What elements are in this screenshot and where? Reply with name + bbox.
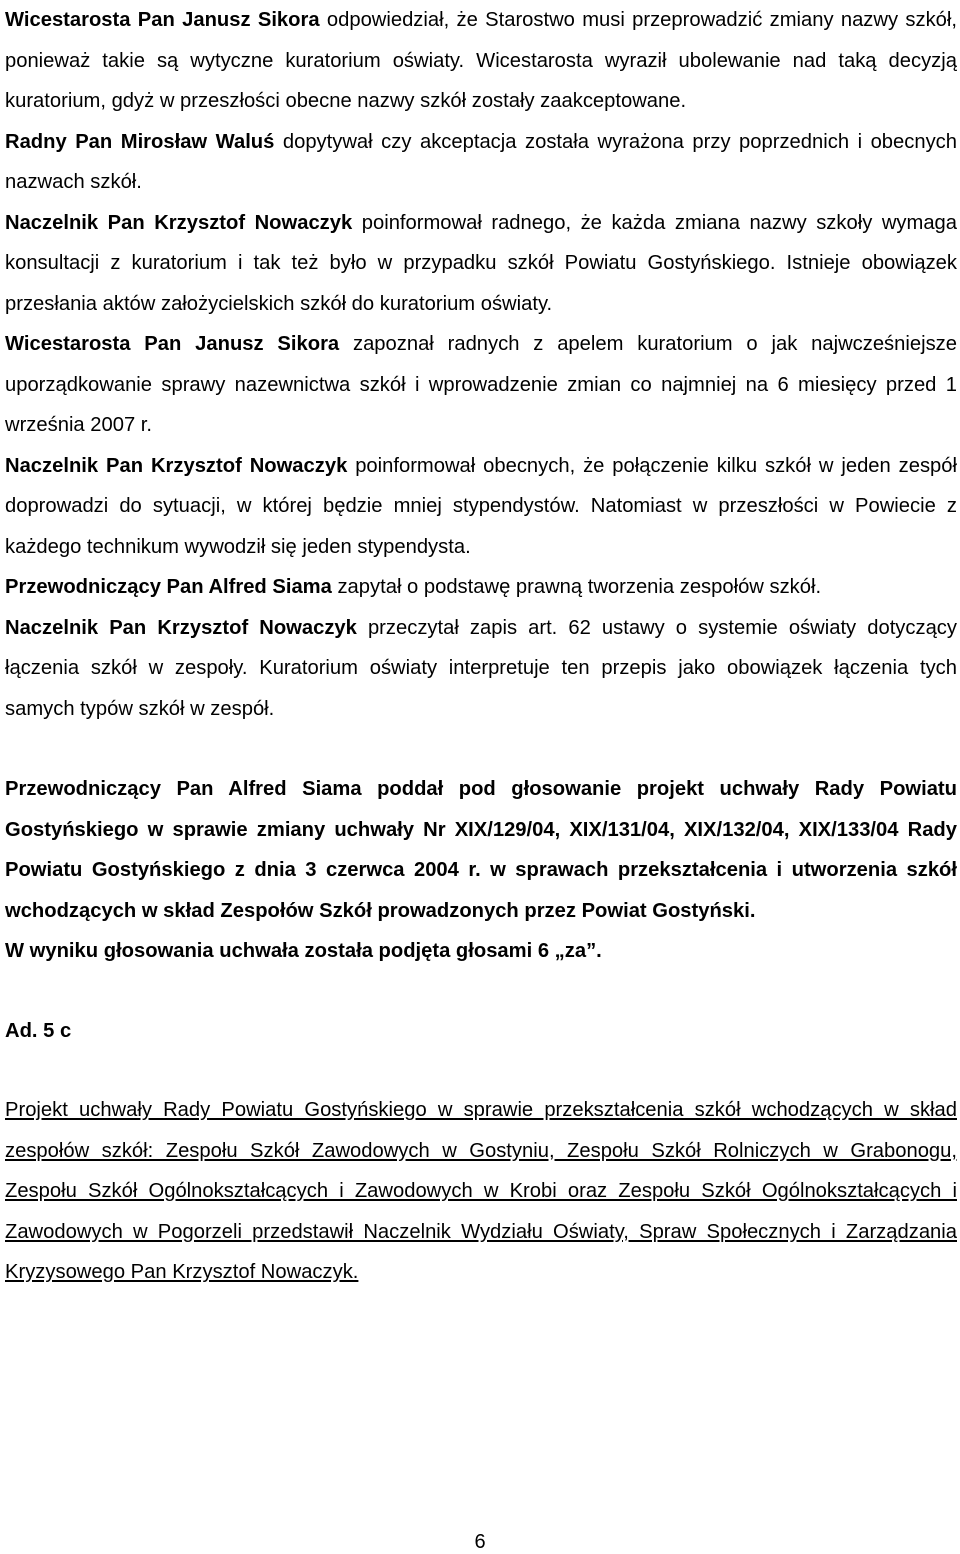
document-body — [5, 0, 957, 1293]
paragraph-text: zapoznał radnych z apelem kuratorium o jak najwcześniejsze uporządkowanie sprawy nazewnictwa szkół i wprowadzenie zmian co najmniej na 6 miesięcy przed 1 września 2007 r. — [5, 333, 957, 436]
speaker-name: Przewodniczący Pan Alfred Siama — [5, 576, 332, 598]
vote-result: W wyniku głosowania uchwała została podjęta głosami 6 „za”. — [5, 940, 602, 962]
paragraph — [5, 446, 957, 568]
paragraph-text: odpowiedział, że Starostwo musi przeprowadzić zmiany nazwy szkół, ponieważ takie są wytyczne kuratorium oświaty. Wicestarosta wyraził ubolewanie nad taką decyzją kuratorium, gdyż w przeszłości obecne nazwy szkół zostały zaakceptowane. — [5, 9, 957, 112]
paragraph — [5, 203, 957, 325]
paragraph — [5, 324, 957, 446]
paragraph — [5, 567, 957, 608]
spacer — [5, 729, 957, 769]
vote-motion: Przewodniczący Pan Alfred Siama poddał pod głosowanie projekt uchwały Rady Powiatu Gostyńskiego w sprawie zmiany uchwały Nr XIX/129/04, XIX/131/04, XIX/132/04, XIX/133/04 Rady Powiatu Gostyńskiego z dnia 3 czerwca 2004 r. w sprawach przekształcenia i utworzenia szkół wchodzących w skład Zespołów Szkół prowadzonych przez Powiat Gostyński. — [5, 778, 957, 922]
paragraph-text: poinformował radnego, że każda zmiana nazwy szkoły wymaga konsultacji z kuratorium i tak też było w przypadku szkół Powiatu Gostyńskiego. Istnieje obowiązek przesłania aktów założycielskich szkół do kuratorium oświaty. — [5, 211, 958, 315]
speaker-name: Naczelnik Pan Krzysztof Nowaczyk — [5, 454, 348, 477]
spacer — [5, 1051, 957, 1090]
project-paragraph: Projekt uchwały Rady Powiatu Gostyńskiego w sprawie przekształcenia szkół wchodzących w skład zespołów szkół: Zespołu Szkół Zawodowych w Gostyniu, Zespołu Szkół Rolniczych w Grabonogu, Zespołu Szkół Ogólnokształcących i Zawodowych w Krobi oraz Zespołu Szkół Ogólnokształcących i Zawodowych w Pogorzeli przedstawił Naczelnik Wydziału Oświaty, Spraw Społecznych i Zarządzania Kryzysowego Pan Krzysztof Nowaczyk. — [5, 1099, 957, 1283]
speaker-name: Naczelnik Pan Krzysztof Nowaczyk — [5, 211, 353, 234]
paragraph — [5, 0, 957, 122]
paragraph-text: dopytywał czy akceptacja została wyrażona przy poprzednich i obecnych nazwach szkół. — [5, 130, 957, 193]
paragraph-text: przeczytał zapis art. 62 ustawy o systemie oświaty dotyczący łączenia szkół w zespoły. Kuratorium oświaty interpretuje ten przepis jako obowiązek łączenia tych samych typów szkół w zespół. — [5, 616, 957, 720]
section-heading: Ad. 5 c — [5, 1019, 72, 1042]
paragraph — [5, 608, 957, 730]
speaker-name: Wicestarosta Pan Janusz Sikora — [5, 9, 320, 31]
paragraph-text: poinformował obecnych, że połączenie kilku szkół w jeden zespół doprowadzi do sytuacji, w której będzie mniej stypendystów. Natomiast w przeszłości w Powiecie z każdego technikum wywodził się jeden stypendysta. — [5, 454, 957, 558]
paragraph — [5, 122, 957, 203]
paragraph-text: zapytał o podstawę prawną tworzenia zespołów szkół. — [331, 576, 822, 598]
speaker-name: Radny Pan Mirosław Waluś — [5, 130, 275, 153]
speaker-name: Wicestarosta Pan Janusz Sikora — [5, 333, 340, 355]
speaker-name: Naczelnik Pan Krzysztof Nowaczyk — [5, 616, 357, 639]
page-number: 6 — [474, 1531, 486, 1553]
spacer — [5, 972, 957, 1011]
